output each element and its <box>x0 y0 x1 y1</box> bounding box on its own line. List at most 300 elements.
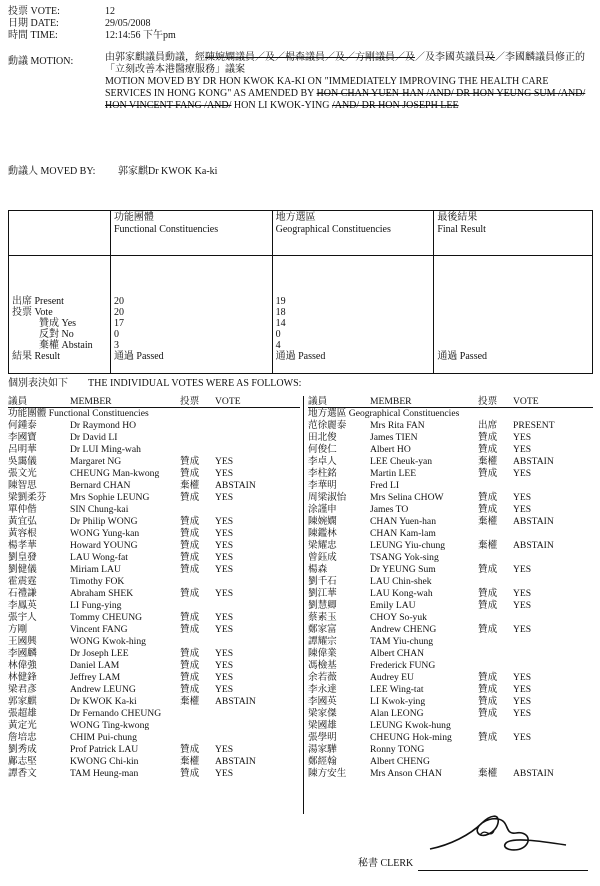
results-head-final-en: Final Result <box>437 224 486 235</box>
member-vote: YES <box>513 708 532 719</box>
member-vote-zh: 贊成 <box>478 468 498 479</box>
member-name-zh: 馮檢基 <box>308 660 337 671</box>
member-name-en: CHEUNG Man-kwong <box>70 468 160 479</box>
member-name-en: SIN Chung-kai <box>70 504 129 515</box>
member-vote: YES <box>513 432 532 443</box>
member-name-zh: 梁劉柔芬 <box>8 492 47 503</box>
member-row <box>308 504 593 516</box>
member-name-zh: 單仲偕 <box>8 504 37 515</box>
member-name-zh: 劉健儀 <box>8 564 37 575</box>
member-row <box>308 672 593 684</box>
member-name-en: LEUNG Yiu-chung <box>370 540 446 551</box>
member-vote: ABSTAIN <box>513 456 554 467</box>
member-name-en: Tommy CHEUNG <box>70 612 143 623</box>
member-name-zh: 蔡素玉 <box>308 612 337 623</box>
member-vote-zh: 贊成 <box>180 684 200 695</box>
member-row <box>308 744 593 756</box>
date-value: 29/05/2008 <box>105 18 151 29</box>
member-name-en: LEE Wing-tat <box>370 684 424 695</box>
member-row <box>308 528 593 540</box>
member-name-zh: 黃宜弘 <box>8 516 37 527</box>
results-row-label: 反對 No <box>39 329 74 340</box>
member-name-zh: 李卓人 <box>308 456 337 467</box>
member-row <box>308 420 593 432</box>
results-final-value <box>434 307 592 318</box>
motion-label: 動議 MOTION: <box>8 56 74 67</box>
member-vote-zh: 贊成 <box>180 468 200 479</box>
member-name-zh: 霍震霆 <box>8 576 37 587</box>
member-vote: YES <box>513 684 532 695</box>
member-name-zh: 王國興 <box>8 636 37 647</box>
member-row <box>8 552 300 564</box>
member-vote-zh: 贊成 <box>180 660 200 671</box>
member-row <box>308 720 593 732</box>
member-row <box>308 600 593 612</box>
member-row <box>8 516 300 528</box>
member-vote-zh: 贊成 <box>180 456 200 467</box>
vote-number: 12 <box>105 6 115 17</box>
member-row <box>308 456 593 468</box>
results-row-label: 棄權 Abstain <box>39 340 93 351</box>
member-name-zh: 李國寶 <box>8 432 37 443</box>
member-row <box>308 768 593 780</box>
member-row <box>8 720 300 732</box>
member-name-en: WONG Yung-kan <box>70 528 140 539</box>
member-name-zh: 張學明 <box>308 732 337 743</box>
mover-name: 郭家麒Dr KWOK Ka-ki <box>118 166 218 177</box>
member-vote: YES <box>513 468 532 479</box>
col-vote-zh: 投票 <box>180 396 200 407</box>
member-row <box>308 516 593 528</box>
member-row <box>308 480 593 492</box>
motion-en-strike1: HON CHAN YUEN-HAN /AND/ DR HON YEUNG SUM /AND/ HON VINCENT FANG /AND/ <box>105 88 586 111</box>
member-name-en: CHEUNG Hok-ming <box>370 732 452 743</box>
member-vote-zh: 贊成 <box>478 708 498 719</box>
motion-zh-part3: ／李國麟議員修正的「立刻改善本港醫療服務」議案 <box>105 52 585 75</box>
results-functional-value: 3 <box>113 340 119 351</box>
member-name-zh: 張宇人 <box>8 612 37 623</box>
member-row <box>8 588 300 600</box>
motion-en-strike2: /AND/ DR HON JOSEPH LEE <box>331 100 459 111</box>
member-name-en: Daniel LAM <box>70 660 120 671</box>
motion-text <box>105 52 593 112</box>
member-vote-zh: 贊成 <box>180 672 200 683</box>
col-vote: VOTE <box>215 396 241 407</box>
results-geographical-value: 通過 Passed <box>275 351 326 362</box>
member-vote: ABSTAIN <box>215 696 256 707</box>
member-row <box>308 468 593 480</box>
member-vote: YES <box>215 684 234 695</box>
member-name-en: Andrew CHENG <box>370 624 437 635</box>
member-name-en: Andrew LEUNG <box>70 684 136 695</box>
results-head-geographical <box>272 211 434 256</box>
member-vote: YES <box>513 492 532 503</box>
member-name-zh: 李柱銘 <box>308 468 337 479</box>
member-name-en: LAU Chin-shek <box>370 576 432 587</box>
member-name-en: Albert CHENG <box>370 756 430 767</box>
member-name-zh: 李永達 <box>308 684 337 695</box>
date-label: 日期 DATE: <box>8 18 59 29</box>
member-row <box>8 576 300 588</box>
member-vote-zh: 贊成 <box>478 732 498 743</box>
clerk-signature-line <box>418 870 588 871</box>
results-row-label: 贊成 Yes <box>39 318 77 329</box>
member-vote-zh: 贊成 <box>180 588 200 599</box>
results-final-value <box>434 296 592 307</box>
member-vote-zh: 棄權 <box>180 756 200 767</box>
member-name-en: CHAN Kam-lam <box>370 528 436 539</box>
clerk-label: 秘書 CLERK <box>358 858 414 869</box>
member-name-en: Bernard CHAN <box>70 480 131 491</box>
member-name-zh: 陳婉嫻 <box>308 516 337 527</box>
member-vote: ABSTAIN <box>513 768 554 779</box>
member-name-en: Mrs Anson CHAN <box>370 768 442 779</box>
member-row <box>8 468 300 480</box>
member-name-zh: 陳偉業 <box>308 648 337 659</box>
member-name-en: Dr LUI Ming-wah <box>70 444 141 455</box>
member-name-zh: 湯家驊 <box>308 744 337 755</box>
member-vote: YES <box>215 744 234 755</box>
member-row <box>8 708 300 720</box>
member-vote-zh: 贊成 <box>478 432 498 443</box>
member-row <box>8 540 300 552</box>
member-vote: YES <box>215 624 234 635</box>
member-name-en: WONG Ting-kwong <box>70 720 150 731</box>
member-name-en: Howard YOUNG <box>70 540 138 551</box>
member-vote-zh: 贊成 <box>478 444 498 455</box>
motion-zh-part1: 由郭家麒議員動議，經 <box>105 52 205 63</box>
results-head-geographical-en: Geographical Constituencies <box>275 224 391 235</box>
results-functional-value: 17 <box>113 318 124 329</box>
member-row <box>308 612 593 624</box>
member-name-en: LI Kwok-ying <box>370 696 426 707</box>
member-vote: YES <box>215 660 234 671</box>
member-row <box>308 564 593 576</box>
member-name-en: Audrey EU <box>370 672 414 683</box>
member-name-zh: 李鳳英 <box>8 600 37 611</box>
member-vote: YES <box>215 648 234 659</box>
member-name-zh: 梁國雄 <box>308 720 337 731</box>
member-name-en: Dr Philip WONG <box>70 516 138 527</box>
member-name-zh: 譚香文 <box>8 768 37 779</box>
member-name-zh: 黃定光 <box>8 720 37 731</box>
member-vote-zh: 棄權 <box>478 456 498 467</box>
member-row <box>8 648 300 660</box>
member-row <box>8 444 300 456</box>
member-name-zh: 田北俊 <box>308 432 337 443</box>
results-functional-value: 20 <box>113 296 124 307</box>
member-row <box>8 504 300 516</box>
member-vote: YES <box>215 552 234 563</box>
member-row <box>8 564 300 576</box>
member-name-zh: 吳靄儀 <box>8 456 37 467</box>
member-row <box>308 648 593 660</box>
member-row <box>308 636 593 648</box>
member-name-en: LAU Wong-fat <box>70 552 128 563</box>
col-member: MEMBER <box>70 396 112 407</box>
member-vote-zh: 贊成 <box>180 492 200 503</box>
member-name-en: LEE Cheuk-yan <box>370 456 433 467</box>
member-vote-zh: 贊成 <box>478 564 498 575</box>
member-vote-zh: 贊成 <box>180 552 200 563</box>
member-name-en: Dr KWOK Ka-ki <box>70 696 137 707</box>
member-vote: YES <box>215 672 234 683</box>
member-vote: YES <box>215 468 234 479</box>
member-name-en: Dr David LI <box>70 432 118 443</box>
member-name-zh: 呂明華 <box>8 444 37 455</box>
member-vote-zh: 出席 <box>478 420 498 431</box>
member-name-en: CHAN Yuen-han <box>370 516 436 527</box>
member-vote: ABSTAIN <box>215 756 256 767</box>
member-vote-zh: 贊成 <box>478 600 498 611</box>
member-name-zh: 黃容根 <box>8 528 37 539</box>
member-row <box>308 624 593 636</box>
results-head-final-zh: 最後結果 <box>437 212 478 223</box>
col-vote-zh: 投票 <box>478 396 498 407</box>
member-name-en: Mrs Rita FAN <box>370 420 425 431</box>
member-row <box>308 684 593 696</box>
member-name-en: Mrs Sophie LEUNG <box>70 492 150 503</box>
member-vote: YES <box>215 528 234 539</box>
member-name-en: TAM Heung-man <box>70 768 139 779</box>
member-row <box>8 732 300 744</box>
motion-en-part2: HON LI KWOK-YING <box>233 100 330 111</box>
results-head-functional-zh: 功能團體 <box>113 212 154 223</box>
member-row <box>8 528 300 540</box>
member-name-zh: 張文光 <box>8 468 37 479</box>
member-vote-zh: 棄權 <box>180 480 200 491</box>
member-vote-zh: 贊成 <box>180 624 200 635</box>
member-row <box>8 612 300 624</box>
member-vote: YES <box>513 564 532 575</box>
results-geographical-value: 0 <box>275 329 281 340</box>
member-vote-zh: 贊成 <box>478 684 498 695</box>
results-geographical-value: 18 <box>275 307 286 318</box>
member-vote-zh: 棄權 <box>478 516 498 527</box>
member-name-en: Margaret NG <box>70 456 122 467</box>
member-name-zh: 劉皇發 <box>8 552 37 563</box>
member-row <box>8 600 300 612</box>
member-name-zh: 方剛 <box>8 624 28 635</box>
col-vote: VOTE <box>513 396 539 407</box>
member-name-zh: 梁耀忠 <box>308 540 337 551</box>
member-name-en: Abraham SHEK <box>70 588 134 599</box>
member-name-zh: 鄺志堅 <box>8 756 37 767</box>
member-name-zh: 林偉強 <box>8 660 37 671</box>
member-vote: ABSTAIN <box>513 540 554 551</box>
member-vote-zh: 贊成 <box>478 672 498 683</box>
member-vote-zh: 贊成 <box>478 624 498 635</box>
member-name-en: LEUNG Kwok-hung <box>370 720 451 731</box>
members-column-divider <box>303 396 304 814</box>
results-geographical-values <box>272 256 434 374</box>
results-functional-values <box>110 256 272 374</box>
functional-members-header <box>8 396 300 408</box>
member-name-en: Ronny TONG <box>370 744 425 755</box>
results-table <box>8 210 593 374</box>
member-name-zh: 范徐麗泰 <box>308 420 347 431</box>
member-name-en: Dr Raymond HO <box>70 420 137 431</box>
functional-heading-text: 功能團體 Functional Constituencies <box>8 408 149 419</box>
geographical-heading-text: 地方選區 Geographical Constituencies <box>308 408 460 419</box>
clerk-signature <box>420 805 580 867</box>
member-vote-zh: 贊成 <box>180 528 200 539</box>
member-name-zh: 梁家傑 <box>308 708 337 719</box>
member-name-zh: 譚耀宗 <box>308 636 337 647</box>
results-row-label: 投票 Vote <box>12 307 53 318</box>
member-vote-zh: 贊成 <box>478 504 498 515</box>
member-row <box>308 708 593 720</box>
member-row <box>308 588 593 600</box>
geographical-heading <box>308 408 593 420</box>
member-row <box>308 444 593 456</box>
vote-number-label: 投票 VOTE: <box>8 6 60 17</box>
member-row <box>8 660 300 672</box>
member-row <box>308 576 593 588</box>
member-vote-zh: 贊成 <box>478 492 498 503</box>
member-vote-zh: 贊成 <box>478 588 498 599</box>
member-name-zh: 詹培忠 <box>8 732 37 743</box>
member-vote: YES <box>215 612 234 623</box>
member-name-en: TSANG Yok-sing <box>370 552 439 563</box>
member-name-zh: 李國英 <box>308 696 337 707</box>
member-name-zh: 余若薇 <box>308 672 337 683</box>
member-name-zh: 石禮謙 <box>8 588 37 599</box>
member-vote-zh: 贊成 <box>180 648 200 659</box>
results-head-geographical-zh: 地方選區 <box>275 212 316 223</box>
results-geographical-value: 14 <box>275 318 286 329</box>
member-name-zh: 涂謹申 <box>308 504 337 515</box>
member-row <box>8 636 300 648</box>
member-row <box>308 660 593 672</box>
member-vote-zh: 贊成 <box>180 564 200 575</box>
member-vote: YES <box>513 624 532 635</box>
member-name-zh: 何鍾泰 <box>8 420 37 431</box>
member-vote: YES <box>513 444 532 455</box>
member-name-en: Miriam LAU <box>70 564 121 575</box>
member-vote: YES <box>215 564 234 575</box>
member-name-zh: 張超雄 <box>8 708 37 719</box>
results-final-value <box>434 318 592 329</box>
results-corner <box>9 211 111 256</box>
member-row <box>308 696 593 708</box>
results-row-label: 結果 Result <box>12 351 61 362</box>
member-name-en: CHIM Pui-chung <box>70 732 137 743</box>
member-name-en: Fred LI <box>370 480 400 491</box>
member-name-zh: 楊森 <box>308 564 328 575</box>
results-head-functional-en: Functional Constituencies <box>113 224 219 235</box>
member-vote: YES <box>513 732 532 743</box>
results-final-value <box>434 329 592 340</box>
member-vote-zh: 棄權 <box>478 768 498 779</box>
member-name-zh: 郭家麒 <box>8 696 37 707</box>
motion-zh-strike1: 陳婉嫻議員／及／楊森議員／及／方剛議員／及 <box>205 52 415 63</box>
results-row-labels <box>9 256 111 374</box>
time-value: 12:14:56 下午pm <box>105 30 176 41</box>
member-row <box>308 756 593 768</box>
member-row <box>8 492 300 504</box>
member-vote-zh: 贊成 <box>180 612 200 623</box>
member-vote: YES <box>513 600 532 611</box>
member-row <box>8 624 300 636</box>
member-row <box>308 492 593 504</box>
member-name-zh: 陳智思 <box>8 480 37 491</box>
member-name-en: Vincent FANG <box>70 624 128 635</box>
col-member-zh: 議員 <box>8 396 28 407</box>
member-name-zh: 楊孝華 <box>8 540 37 551</box>
member-vote: YES <box>215 588 234 599</box>
member-name-en: LAU Kong-wah <box>370 588 433 599</box>
member-row <box>308 432 593 444</box>
member-name-en: Frederick FUNG <box>370 660 436 671</box>
member-name-zh: 鄭經翰 <box>308 756 337 767</box>
member-name-zh: 陳鑑林 <box>308 528 337 539</box>
member-name-en: Albert CHAN <box>370 648 425 659</box>
member-name-zh: 周梁淑怡 <box>308 492 347 503</box>
member-name-zh: 陳方安生 <box>308 768 347 779</box>
member-name-zh: 李國麟 <box>8 648 37 659</box>
motion-en-part1: MOTION MOVED BY DR HON KWOK KA-KI ON "IMMEDIATELY IMPROVING THE HEALTH CARE SERVICES IN HONG KONG" AS AMENDED BY <box>105 76 549 99</box>
member-name-en: KWONG Chi-kin <box>70 756 139 767</box>
results-final-values <box>434 256 593 374</box>
results-geographical-value: 19 <box>275 296 286 307</box>
member-vote-zh: 贊成 <box>180 516 200 527</box>
member-row <box>8 756 300 768</box>
member-name-en: Mrs Selina CHOW <box>370 492 444 503</box>
member-name-en: CHOY So-yuk <box>370 612 427 623</box>
member-name-en: TAM Yiu-chung <box>370 636 434 647</box>
member-name-zh: 梁君彥 <box>8 684 37 695</box>
motion-zh-strike2: 及 <box>485 52 495 63</box>
member-row <box>8 456 300 468</box>
member-vote: PRESENT <box>513 420 555 431</box>
col-member-zh: 議員 <box>308 396 328 407</box>
member-name-en: Alan LEONG <box>370 708 424 719</box>
member-vote: YES <box>513 672 532 683</box>
member-vote: YES <box>513 504 532 515</box>
results-final-value: 通過 Passed <box>437 351 488 362</box>
results-final-value <box>434 340 592 351</box>
member-row <box>8 480 300 492</box>
member-vote-zh: 棄權 <box>478 540 498 551</box>
geographical-members-table <box>308 396 593 780</box>
member-row <box>8 432 300 444</box>
motion-zh-part2: ／及李國英議員 <box>415 52 485 63</box>
member-name-en: Albert HO <box>370 444 411 455</box>
member-name-en: WONG Kwok-hing <box>70 636 146 647</box>
member-name-zh: 鄭家富 <box>308 624 337 635</box>
member-vote-zh: 贊成 <box>478 696 498 707</box>
member-vote-zh: 贊成 <box>180 744 200 755</box>
results-functional-value: 0 <box>113 329 119 340</box>
member-name-zh: 劉秀成 <box>8 744 37 755</box>
results-head-functional <box>110 211 272 256</box>
member-name-en: Timothy FOK <box>70 576 125 587</box>
member-vote-zh: 贊成 <box>180 540 200 551</box>
member-name-en: Dr Fernando CHEUNG <box>70 708 162 719</box>
member-row <box>8 672 300 684</box>
member-name-en: James TO <box>370 504 409 515</box>
member-row <box>308 552 593 564</box>
member-row <box>8 768 300 780</box>
results-head-final <box>434 211 593 256</box>
member-vote: YES <box>215 456 234 467</box>
member-vote: YES <box>513 588 532 599</box>
member-vote: YES <box>513 696 532 707</box>
member-name-en: Jeffrey LAM <box>70 672 121 683</box>
functional-members-table <box>8 396 300 780</box>
member-row <box>8 744 300 756</box>
